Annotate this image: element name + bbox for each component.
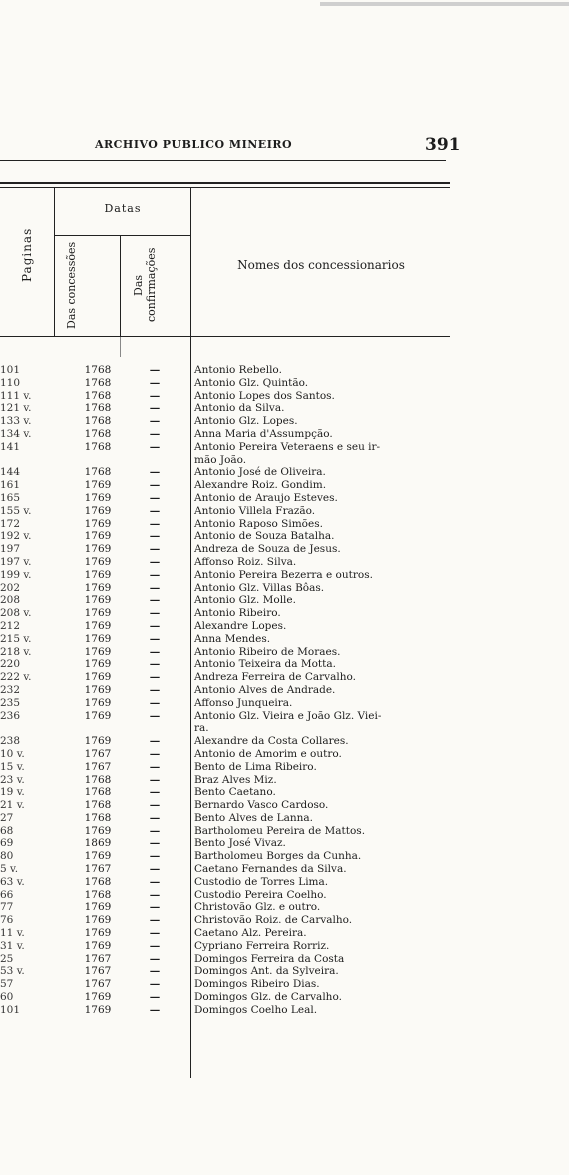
- table-row: [0, 377, 450, 390]
- table-row: [0, 492, 450, 505]
- table-row: [0, 364, 450, 377]
- row-concessao-date: 1767: [84, 760, 112, 773]
- row-concessao-date: 1769: [84, 632, 112, 645]
- table-row: [0, 684, 450, 697]
- row-concessionario-name: Antonio Glz. Molle.: [194, 594, 296, 607]
- row-concessionario-name: Domingos Ferreira da Costa: [194, 952, 345, 965]
- row-concessionario-name: Antonio Glz. Villas Bôas.: [194, 581, 325, 594]
- row-pagina: 25: [0, 952, 14, 965]
- table-row: [0, 837, 450, 850]
- row-pagina: 133 v.: [0, 415, 32, 428]
- row-concessionario-name: Antonio Glz. Vieira e João Glz. Viei-: [194, 709, 382, 722]
- row-concessionario-name: Antonio Lopes dos Santos.: [194, 389, 335, 402]
- row-concessionario-name: Custodio Pereira Coelho.: [194, 888, 327, 901]
- table-row: [0, 799, 450, 812]
- row-concessionario-name: Antonio de Araujo Esteves.: [194, 491, 338, 504]
- row-pagina: 31 v.: [0, 939, 25, 952]
- row-concessao-date: 1768: [84, 402, 112, 415]
- table-row: [0, 415, 450, 428]
- row-concessao-date: 1769: [84, 1003, 112, 1016]
- row-concessao-date: 1769: [84, 543, 112, 556]
- row-concessao-date: 1769: [84, 517, 112, 530]
- header-bottom-rule: [0, 336, 450, 337]
- table-row: [0, 825, 450, 838]
- row-concessionario-name: Antonio Pereira Veteraens e seu ir-: [194, 440, 381, 453]
- table-row: [0, 710, 450, 723]
- row-concessao-date: 1768: [84, 364, 112, 376]
- row-pagina: 208: [0, 594, 21, 607]
- table-row: [0, 428, 450, 441]
- row-confirmacao: —: [149, 901, 161, 914]
- row-concessao-date: 1769: [84, 735, 112, 748]
- row-concessao-date: 1768: [84, 376, 112, 389]
- row-pagina: 238: [0, 735, 21, 748]
- row-concessionario-name: Bento José Vivaz.: [194, 837, 286, 850]
- row-concessionario-name: Affonso Junqueira.: [194, 696, 293, 709]
- table-row: [0, 978, 450, 991]
- row-pagina: 121 v.: [0, 402, 32, 415]
- row-confirmacao: —: [149, 850, 161, 863]
- table-row: [0, 1004, 450, 1017]
- table-row: [0, 953, 450, 966]
- datas-subheader-rule: [54, 235, 190, 236]
- row-concessao-date: 1769: [84, 619, 112, 632]
- row-pagina: 197: [0, 543, 21, 556]
- row-concessionario-name: Bento Caetano.: [194, 786, 276, 799]
- header-rule: [0, 160, 446, 161]
- row-concessionario-name: Bartholomeu Borges da Cunha.: [194, 850, 362, 863]
- row-confirmacao: —: [149, 645, 161, 658]
- row-confirmacao: —: [149, 991, 161, 1004]
- row-confirmacao: —: [149, 658, 161, 671]
- row-pagina: 141: [0, 440, 21, 453]
- row-pagina: 208 v.: [0, 607, 32, 620]
- row-concessao-date: 1769: [84, 991, 112, 1004]
- row-confirmacao: —: [149, 978, 161, 991]
- row-concessao-date: 1769: [84, 594, 112, 607]
- row-concessionario-name: Antonio Rebello.: [194, 364, 282, 376]
- row-confirmacao: —: [149, 440, 161, 453]
- row-concessionario-name: Bento de Lima Ribeiro.: [194, 760, 317, 773]
- row-concessao-date: 1769: [84, 939, 112, 952]
- row-pagina: 101: [0, 1003, 21, 1016]
- row-concessao-date: 1768: [84, 773, 112, 786]
- table-row: [0, 748, 450, 761]
- row-confirmacao: —: [149, 927, 161, 940]
- row-concessao-date: 1869: [84, 837, 112, 850]
- row-pagina: 165: [0, 491, 21, 504]
- column-header-concessoes: Das concessões: [65, 241, 78, 329]
- row-concessao-date: 1768: [84, 427, 112, 440]
- row-pagina: 222 v.: [0, 671, 32, 684]
- row-confirmacao: —: [149, 696, 161, 709]
- row-concessionario-name: mão João.: [194, 453, 247, 466]
- row-concessionario-name: Alexandre Lopes.: [194, 619, 287, 632]
- row-confirmacao: —: [149, 607, 161, 620]
- row-confirmacao: —: [149, 837, 161, 850]
- row-concessao-date: 1769: [84, 581, 112, 594]
- row-concessao-date: 1768: [84, 415, 112, 428]
- scan-edge-mark: [320, 2, 569, 6]
- row-concessionario-name: Antonio de Souza Batalha.: [194, 530, 335, 543]
- row-concessao-date: 1769: [84, 696, 112, 709]
- row-pagina: 220: [0, 658, 21, 671]
- table-row: [0, 965, 450, 978]
- row-confirmacao: —: [149, 939, 161, 952]
- row-pagina: 15 v.: [0, 760, 25, 773]
- row-confirmacao: —: [149, 491, 161, 504]
- table-row: [0, 889, 450, 902]
- row-confirmacao: —: [149, 555, 161, 568]
- row-pagina: 215 v.: [0, 632, 32, 645]
- row-confirmacao: —: [149, 619, 161, 632]
- row-concessionario-name: Domingos Glz. de Carvalho.: [194, 991, 342, 1004]
- table-row: [0, 812, 450, 825]
- row-concessionario-name: Caetano Fernandes da Silva.: [194, 863, 347, 876]
- table-row: [0, 876, 450, 889]
- row-concessionario-name: Bartholomeu Pereira de Mattos.: [194, 824, 366, 837]
- row-concessionario-name: Christovão Roiz. de Carvalho.: [194, 914, 353, 927]
- row-concessionario-name: Antonio Ribeiro de Moraes.: [194, 645, 341, 658]
- row-confirmacao: —: [149, 824, 161, 837]
- row-pagina: 232: [0, 683, 21, 696]
- table-row: [0, 774, 450, 787]
- row-concessao-date: 1767: [84, 863, 112, 876]
- row-confirmacao: —: [149, 914, 161, 927]
- row-confirmacao: —: [149, 747, 161, 760]
- table-row: [0, 620, 450, 633]
- row-confirmacao: —: [149, 632, 161, 645]
- table-row: [0, 697, 450, 710]
- row-concessao-date: 1768: [84, 811, 112, 824]
- table-row: [0, 454, 450, 467]
- row-pagina: 202: [0, 581, 21, 594]
- row-concessionario-name: Caetano Alz. Pereira.: [194, 927, 307, 940]
- row-concessionario-name: Bento Alves de Lanna.: [194, 811, 314, 824]
- column-header-nomes: Nomes dos concessionarios: [237, 258, 405, 272]
- row-concessionario-name: Antonio Villela Frazão.: [194, 504, 316, 517]
- row-confirmacao: —: [149, 709, 161, 722]
- row-concessao-date: 1768: [84, 799, 112, 812]
- row-pagina: 172: [0, 517, 21, 530]
- row-pagina: 19 v.: [0, 786, 25, 799]
- row-pagina: 60: [0, 991, 14, 1004]
- row-concessionario-name: Braz Alves Miz.: [194, 773, 277, 786]
- row-concessionario-name: Anna Maria d'Assumpção.: [194, 427, 333, 440]
- table-row: [0, 786, 450, 799]
- table-row: [0, 658, 450, 671]
- row-concessao-date: 1769: [84, 491, 112, 504]
- row-pagina: 57: [0, 978, 14, 991]
- row-concessionario-name: Alexandre da Costa Collares.: [194, 735, 349, 748]
- row-concessao-date: 1768: [84, 786, 112, 799]
- row-concessionario-name: Antonio José de Oliveira.: [194, 466, 326, 479]
- row-pagina: 5 v.: [0, 863, 19, 876]
- row-pagina: 80: [0, 850, 14, 863]
- row-concessionario-name: Andreza Ferreira de Carvalho.: [194, 671, 356, 684]
- row-confirmacao: —: [149, 811, 161, 824]
- row-concessao-date: 1768: [84, 440, 112, 453]
- row-concessionario-name: Antonio de Amorim e outro.: [194, 747, 342, 760]
- row-concessionario-name: Antonio Ribeiro.: [194, 607, 281, 620]
- table-row: [0, 594, 450, 607]
- row-pagina: 155 v.: [0, 504, 32, 517]
- table-row: [0, 863, 450, 876]
- row-concessao-date: 1769: [84, 555, 112, 568]
- row-concessionario-name: Christovão Glz. e outro.: [194, 901, 321, 914]
- row-pagina: 11 v.: [0, 927, 25, 940]
- row-confirmacao: —: [149, 786, 161, 799]
- row-concessao-date: 1769: [84, 671, 112, 684]
- row-concessionario-name: Antonio da Silva.: [194, 402, 285, 415]
- row-pagina: 197 v.: [0, 555, 32, 568]
- table-row: [0, 761, 450, 774]
- row-pagina: 77: [0, 901, 14, 914]
- row-pagina: 53 v.: [0, 965, 25, 978]
- table-row: [0, 991, 450, 1004]
- row-concessionario-name: Antonio Glz. Lopes.: [194, 415, 298, 428]
- row-pagina: 199 v.: [0, 568, 32, 581]
- row-confirmacao: —: [149, 581, 161, 594]
- table-row: [0, 671, 450, 684]
- row-confirmacao: —: [149, 735, 161, 748]
- row-concessao-date: 1769: [84, 901, 112, 914]
- row-concessionario-name: Andreza de Souza de Jesus.: [194, 543, 341, 556]
- row-concessao-date: 1769: [84, 683, 112, 696]
- row-concessionario-name: Affonso Roiz. Silva.: [194, 555, 297, 568]
- row-confirmacao: —: [149, 671, 161, 684]
- table-top-rule: [0, 182, 450, 184]
- row-concessao-date: 1768: [84, 888, 112, 901]
- row-confirmacao: —: [149, 568, 161, 581]
- row-confirmacao: —: [149, 389, 161, 402]
- row-confirmacao: —: [149, 504, 161, 517]
- row-concessao-date: 1768: [84, 466, 112, 479]
- table-row: [0, 505, 450, 518]
- row-pagina: 76: [0, 914, 14, 927]
- row-confirmacao: —: [149, 965, 161, 978]
- row-pagina: 23 v.: [0, 773, 25, 786]
- row-concessao-date: 1767: [84, 978, 112, 991]
- page-number: 391: [425, 135, 461, 155]
- row-concessao-date: 1767: [84, 952, 112, 965]
- row-pagina: 101: [0, 364, 21, 376]
- table-row: [0, 927, 450, 940]
- row-pagina: 10 v.: [0, 747, 25, 760]
- running-title: ARCHIVO PUBLICO MINEIRO: [95, 138, 293, 151]
- row-confirmacao: —: [149, 466, 161, 479]
- row-concessionario-name: Domingos Coelho Leal.: [194, 1003, 318, 1016]
- row-confirmacao: —: [149, 427, 161, 440]
- column-header-confirmacoes: Das confirmações: [132, 247, 158, 323]
- row-concessionario-name: Antonio Pereira Bezerra e outros.: [194, 568, 373, 581]
- row-confirmacao: —: [149, 543, 161, 556]
- table-row: [0, 543, 450, 556]
- row-concessao-date: 1768: [84, 389, 112, 402]
- row-concessionario-name: Cypriano Ferreira Rorriz.: [194, 939, 330, 952]
- row-pagina: 110: [0, 376, 21, 389]
- table-row: [0, 582, 450, 595]
- row-confirmacao: —: [149, 376, 161, 389]
- row-concessionario-name: Alexandre Roiz. Gondim.: [194, 479, 327, 492]
- row-concessionario-name: ra.: [194, 722, 209, 735]
- table-row: [0, 914, 450, 927]
- row-concessionario-name: Antonio Glz. Quintão.: [194, 376, 309, 389]
- column-header-paginas: Paginas: [20, 227, 34, 283]
- row-concessionario-name: Antonio Raposo Simões.: [194, 517, 323, 530]
- table-row: [0, 518, 450, 531]
- row-confirmacao: —: [149, 863, 161, 876]
- row-concessao-date: 1769: [84, 504, 112, 517]
- row-confirmacao: —: [149, 888, 161, 901]
- row-concessao-date: 1769: [84, 530, 112, 543]
- table-row: [0, 646, 450, 659]
- row-pagina: 111 v.: [0, 389, 32, 402]
- row-concessao-date: 1768: [84, 875, 112, 888]
- row-pagina: 235: [0, 696, 21, 709]
- row-concessao-date: 1769: [84, 914, 112, 927]
- table-row: [0, 479, 450, 492]
- row-confirmacao: —: [149, 594, 161, 607]
- table-row: [0, 556, 450, 569]
- row-pagina: 144: [0, 466, 21, 479]
- row-confirmacao: —: [149, 683, 161, 696]
- row-concessionario-name: Antonio Alves de Andrade.: [194, 683, 336, 696]
- row-confirmacao: —: [149, 517, 161, 530]
- table-row: [0, 530, 450, 543]
- column-header-datas: Datas: [104, 202, 142, 215]
- table-row: [0, 402, 450, 415]
- row-concessionario-name: Antonio Teixeira da Motta.: [194, 658, 336, 671]
- row-pagina: 68: [0, 824, 14, 837]
- table-row: [0, 901, 450, 914]
- row-concessao-date: 1769: [84, 927, 112, 940]
- row-confirmacao: —: [149, 875, 161, 888]
- row-confirmacao: —: [149, 530, 161, 543]
- table-row: [0, 569, 450, 582]
- table-row: [0, 441, 450, 454]
- row-confirmacao: —: [149, 773, 161, 786]
- table-row: [0, 940, 450, 953]
- row-concessao-date: 1769: [84, 645, 112, 658]
- row-concessionario-name: Anna Mendes.: [194, 632, 271, 645]
- row-pagina: 218 v.: [0, 645, 32, 658]
- row-pagina: 27: [0, 811, 14, 824]
- row-concessao-date: 1767: [84, 747, 112, 760]
- row-concessao-date: 1769: [84, 658, 112, 671]
- row-pagina: 236: [0, 709, 21, 722]
- row-confirmacao: —: [149, 1003, 161, 1016]
- table-row: [0, 722, 450, 735]
- row-concessao-date: 1769: [84, 479, 112, 492]
- row-pagina: 63 v.: [0, 875, 25, 888]
- table-row: [0, 466, 450, 479]
- row-concessionario-name: Domingos Ribeiro Dias.: [194, 978, 320, 991]
- row-concessao-date: 1767: [84, 965, 112, 978]
- row-confirmacao: —: [149, 952, 161, 965]
- table-row: [0, 850, 450, 863]
- row-pagina: 134 v.: [0, 427, 32, 440]
- row-pagina: 66: [0, 888, 14, 901]
- table-body: [0, 364, 450, 1017]
- column-divider-light: [120, 337, 121, 357]
- row-concessionario-name: Domingos Ant. da Sylveira.: [194, 965, 339, 978]
- table-row: [0, 633, 450, 646]
- row-confirmacao: —: [149, 415, 161, 428]
- row-pagina: 161: [0, 479, 21, 492]
- row-pagina: 192 v.: [0, 530, 32, 543]
- row-confirmacao: —: [149, 799, 161, 812]
- row-concessionario-name: Custodio de Torres Lima.: [194, 875, 329, 888]
- table-row: [0, 607, 450, 620]
- table-row: [0, 735, 450, 748]
- row-confirmacao: —: [149, 402, 161, 415]
- table-top-rule-thin: [0, 187, 450, 188]
- row-pagina: 69: [0, 837, 14, 850]
- row-concessao-date: 1769: [84, 607, 112, 620]
- row-pagina: 21 v.: [0, 799, 25, 812]
- row-confirmacao: —: [149, 760, 161, 773]
- row-pagina: 212: [0, 619, 21, 632]
- row-concessao-date: 1769: [84, 709, 112, 722]
- row-concessao-date: 1769: [84, 568, 112, 581]
- row-concessionario-name: Bernardo Vasco Cardoso.: [194, 799, 329, 812]
- table-row: [0, 390, 450, 403]
- row-concessao-date: 1769: [84, 850, 112, 863]
- row-confirmacao: —: [149, 364, 161, 376]
- row-concessao-date: 1769: [84, 824, 112, 837]
- row-confirmacao: —: [149, 479, 161, 492]
